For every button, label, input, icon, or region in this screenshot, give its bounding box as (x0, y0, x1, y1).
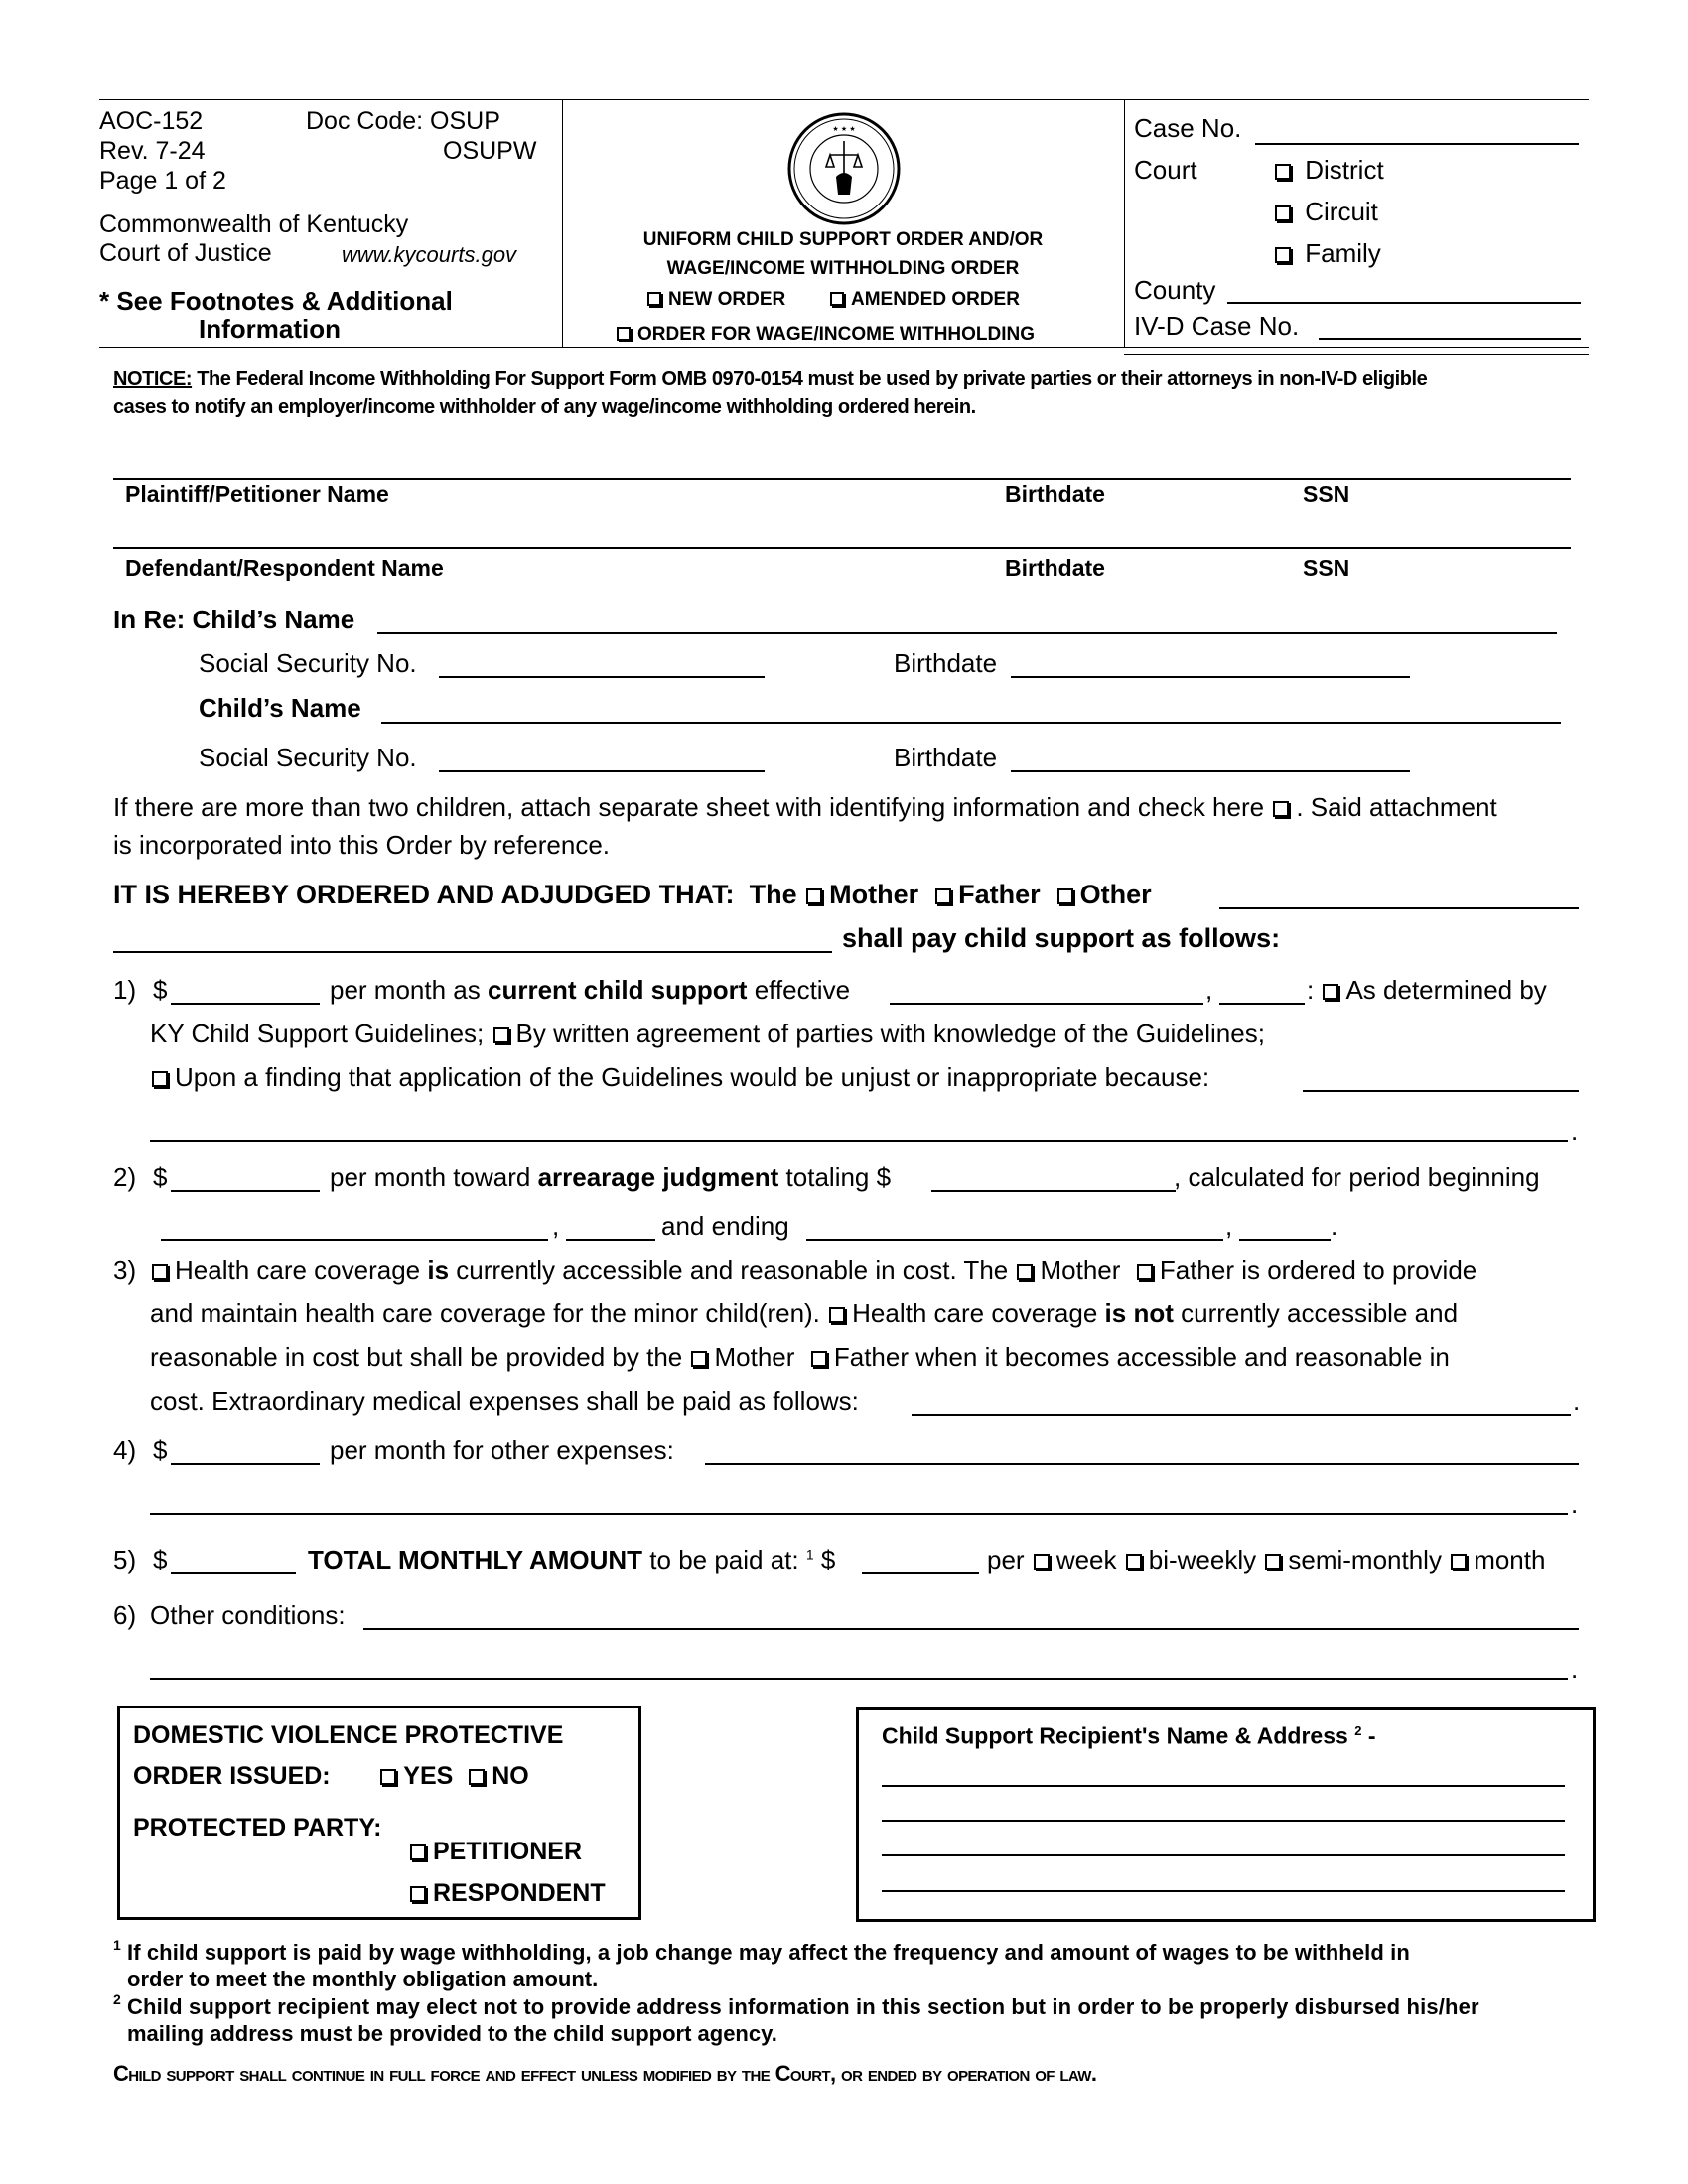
guidelines-checkbox[interactable] (1323, 984, 1338, 1000)
new-order-checkbox[interactable] (647, 292, 661, 306)
item2-and-ending: and ending (661, 1211, 789, 1241)
item2-num: 2) (113, 1162, 137, 1192)
item6-num: 6) (113, 1600, 137, 1630)
item1-determined: : As determined by (1307, 975, 1547, 1005)
child1-ssn-label: Social Security No. (199, 648, 417, 678)
item2-total-field[interactable] (931, 1190, 1176, 1192)
item2-amount-field[interactable] (171, 1190, 320, 1192)
court-seal-icon (786, 111, 902, 226)
deviation-checkbox[interactable] (152, 1071, 168, 1087)
circuit-checkbox[interactable] (1275, 205, 1291, 221)
dv-petitioner-option[interactable]: PETITIONER (408, 1840, 582, 1864)
county-field[interactable] (1227, 302, 1581, 304)
family-checkbox[interactable] (1275, 247, 1291, 263)
item4-expenses-field[interactable] (705, 1463, 1579, 1465)
coverage-not-accessible-checkbox[interactable] (829, 1307, 845, 1323)
dv-respondent-option[interactable]: RESPONDENT (408, 1881, 606, 1906)
coverage-accessible-checkbox[interactable] (152, 1264, 168, 1280)
child1-ssn-field[interactable] (439, 676, 765, 678)
frequency-semimonthly-checkbox[interactable] (1265, 1554, 1281, 1570)
item4-num: 4) (113, 1435, 137, 1465)
recipient-line-1[interactable] (882, 1785, 1565, 1787)
header-divider-1 (562, 99, 563, 347)
footnote-2-line-2: mailing address must be provided to the child support agency. (127, 2021, 777, 2046)
item4-text: per month for other expenses: (330, 1435, 674, 1465)
item5-total-field[interactable] (171, 1572, 296, 1574)
item3-line-2: and maintain health care coverage for the minor child(ren). Health care coverage is not currently accessible and (150, 1298, 1459, 1328)
notice-line-2: cases to notify an employer/income withholder of any wage/income withholding ordered herein. (113, 396, 976, 418)
item3-num: 3) (113, 1255, 137, 1285)
ordered-line: IT IS HEREBY ORDERED AND ADJUDGED THAT: The Mother Father Other (113, 880, 1152, 909)
item6-conditions-field[interactable] (363, 1628, 1579, 1630)
plaintiff-field[interactable] (113, 478, 1571, 480)
item1-comma: , (1205, 975, 1213, 1005)
item2-calculated: , calculated for period beginning (1174, 1162, 1540, 1192)
court-of-justice: Court of Justice (99, 239, 272, 267)
plaintiff-birthdate-label: Birthdate (1005, 481, 1105, 507)
commonwealth: Commonwealth of Kentucky (99, 210, 409, 238)
doc-code: Doc Code: OSUP (306, 107, 500, 135)
in-re-child-label: In Re: Child’s Name (113, 605, 355, 634)
defendant-ssn-label: SSN (1303, 555, 1350, 581)
child2-ssn-field[interactable] (439, 770, 765, 772)
header-bottom-rule (99, 347, 1589, 348)
court-label: Court (1134, 155, 1197, 185)
case-no-label: Case No. (1134, 113, 1242, 143)
more-children-line-2: is incorporated into this Order by reference. (113, 830, 611, 860)
coverage-mother-checkbox[interactable] (1017, 1264, 1033, 1280)
frequency-week-checkbox[interactable] (1034, 1554, 1050, 1570)
child2-name-field[interactable] (381, 722, 1561, 724)
footnote-1-line-2: order to meet the monthly obligation amount. (127, 1967, 599, 1991)
dv-petitioner-checkbox[interactable] (410, 1844, 426, 1860)
frequency-biweekly-checkbox[interactable] (1126, 1554, 1142, 1570)
withholding-order-checkbox[interactable] (617, 327, 631, 341)
shall-pay-text: shall pay child support as follows: (842, 923, 1281, 953)
child2-name-label: Child’s Name (199, 693, 361, 723)
payer-name-field[interactable] (113, 951, 832, 953)
plaintiff-label: Plaintiff/Petitioner Name (125, 481, 389, 507)
future-coverage-mother-checkbox[interactable] (691, 1351, 707, 1367)
amended-order-option[interactable]: AMENDED ORDER (828, 290, 1020, 309)
item3-line-3: reasonable in cost but shall be provided by the Mother Father when it becomes accessible and reasonable in (150, 1342, 1450, 1372)
item5-text: TOTAL MONTHLY AMOUNT to be paid at: $^1$ $ (308, 1545, 836, 1574)
header-bottom-rule-2 (1124, 354, 1589, 355)
recipient-line-2[interactable] (882, 1820, 1565, 1822)
item4-period: . (1571, 1489, 1579, 1519)
footnote-1-line-1: If child support is paid by wage withholding, a job change may affect the frequency and amount of wages to be withheld in (127, 1940, 1410, 1965)
item2-text: per month toward arrearage judgment totaling $ (330, 1162, 892, 1192)
see-footnotes-2: Information (199, 314, 341, 343)
item3-line-4: cost. Extraordinary medical expenses shall be paid as follows: (150, 1386, 859, 1416)
child2-birthdate-label: Birthdate (894, 743, 998, 772)
footnote-2-line-1: Child support recipient may elect not to provide address information in this section but in order to be properly disbursed his/her (127, 1994, 1479, 2019)
item4-dollar: $ (153, 1435, 168, 1465)
plaintiff-ssn-label: SSN (1303, 481, 1350, 507)
item4-expenses-field-2[interactable] (150, 1513, 1568, 1515)
more-children-line-1: If there are more than two children, attach separate sheet with identifying information and check here . Said attachment (113, 792, 1497, 822)
item1-effective-date-field[interactable] (890, 1003, 1203, 1005)
coverage-father-checkbox[interactable] (1137, 1264, 1153, 1280)
frequency-month-checkbox[interactable] (1451, 1554, 1467, 1570)
amended-order-checkbox[interactable] (830, 292, 844, 306)
court-district-option[interactable]: District (1273, 157, 1384, 183)
item6-conditions-field-2[interactable] (150, 1678, 1568, 1680)
dv-protected-party: PROTECTED PARTY: (133, 1814, 382, 1842)
future-coverage-father-checkbox[interactable] (811, 1351, 827, 1367)
item2-comma-2: , (1225, 1211, 1233, 1241)
child2-ssn-label: Social Security No. (199, 743, 417, 772)
item1-reason-field-2[interactable] (150, 1140, 1568, 1142)
website[interactable]: www.kycourts.gov (342, 242, 517, 267)
payer-mother-checkbox[interactable] (806, 888, 822, 904)
item3-period: . (1573, 1386, 1581, 1416)
dv-yes-checkbox[interactable] (380, 1769, 396, 1785)
item2-end-date-field[interactable] (806, 1239, 1223, 1241)
child1-birthdate-label: Birthdate (894, 648, 998, 678)
item1-period: . (1571, 1116, 1579, 1146)
dv-line-1: DOMESTIC VIOLENCE PROTECTIVE (133, 1721, 564, 1749)
child1-name-field[interactable] (377, 632, 1557, 634)
form-title-line-1: UNIFORM CHILD SUPPORT ORDER AND/OR (642, 229, 1044, 250)
header-top-rule (99, 99, 1589, 100)
recipient-line-3[interactable] (882, 1854, 1565, 1856)
header-divider-2 (1124, 99, 1125, 347)
more-children-checkbox[interactable] (1273, 801, 1289, 817)
dv-no-checkbox[interactable] (469, 1769, 485, 1785)
item1-reason-field[interactable] (1303, 1090, 1579, 1092)
item6-period: . (1571, 1654, 1579, 1684)
defendant-label: Defendant/Respondent Name (125, 555, 444, 581)
item1-line-3: Upon a finding that application of the Guidelines would be unjust or inappropriate because: (150, 1064, 1209, 1090)
case-no-field[interactable] (1255, 143, 1579, 145)
item2-begin-year-field[interactable] (566, 1239, 655, 1241)
item2-begin-date-field[interactable] (161, 1239, 548, 1241)
dv-order-issued: ORDER ISSUED: YES NO (133, 1762, 529, 1790)
closing-statement: Child support shall continue in full force and effect unless modified by the Court, or ended by operation of law. (113, 2061, 1097, 2086)
footnote-2-num: 2 (113, 1991, 121, 2007)
new-order-option[interactable]: NEW ORDER (645, 290, 785, 309)
recipient-line-4[interactable] (882, 1890, 1565, 1892)
district-checkbox[interactable] (1275, 164, 1291, 180)
form-number: AOC-152 (99, 107, 204, 135)
defendant-birthdate-label: Birthdate (1005, 555, 1105, 581)
item5-num: 5) (113, 1545, 137, 1574)
payer-other-field[interactable] (1219, 907, 1579, 909)
item5-payment-field[interactable] (862, 1572, 979, 1574)
child2-birthdate-field[interactable] (1011, 770, 1410, 772)
dv-respondent-checkbox[interactable] (410, 1886, 426, 1902)
doc-code-2: OSUPW (443, 137, 537, 165)
withholding-order-option[interactable]: ORDER FOR WAGE/INCOME WITHHOLDING (615, 325, 1035, 343)
item3-medical-field[interactable] (912, 1414, 1571, 1416)
defendant-field[interactable] (113, 547, 1571, 549)
item4-amount-field[interactable] (171, 1463, 320, 1465)
form-title-line-2: WAGE/INCOME WITHHOLDING ORDER (666, 258, 1020, 279)
item5-dollar: $ (153, 1545, 168, 1574)
item2-dollar: $ (153, 1162, 168, 1192)
child1-birthdate-field[interactable] (1011, 676, 1410, 678)
see-footnotes: * See Footnotes & Additional (99, 286, 453, 316)
item1-num: 1) (113, 975, 137, 1005)
item3-line-1: Health care coverage is currently accessible and reasonable in cost. The Mother Father is ordered to provide (150, 1257, 1477, 1283)
county-label: County (1134, 275, 1216, 305)
payer-other-checkbox[interactable] (1057, 888, 1073, 904)
item6-text: Other conditions: (150, 1600, 346, 1630)
item2-end-year-field[interactable] (1239, 1239, 1331, 1241)
payer-father-checkbox[interactable] (935, 888, 951, 904)
item1-effective-year-field[interactable] (1219, 1003, 1305, 1005)
item1-amount-field[interactable] (171, 1003, 320, 1005)
footnote-1-num: 1 (113, 1937, 121, 1953)
court-circuit-option[interactable]: Circuit (1273, 199, 1378, 224)
court-family-option[interactable]: Family (1273, 240, 1381, 266)
item2-period: . (1331, 1211, 1338, 1241)
item1-line-2: KY Child Support Guidelines; By written agreement of parties with knowledge of the Guidelines; (150, 1019, 1265, 1048)
item1-dollar: $ (153, 975, 168, 1005)
revision: Rev. 7-24 (99, 137, 206, 165)
ivd-case-label: IV-D Case No. (1134, 311, 1300, 341)
item2-comma-1: , (552, 1211, 560, 1241)
svg-text:★ ★ ★: ★ ★ ★ (832, 125, 856, 133)
written-agreement-checkbox[interactable] (493, 1027, 509, 1043)
notice-line-1: NOTICE: The Federal Income Withholding For Support Form OMB 0970-0154 must be used by private parties or their attorneys in non-IV-D eligible (113, 368, 1428, 390)
page-number: Page 1 of 2 (99, 167, 226, 195)
ivd-case-field[interactable] (1319, 338, 1581, 340)
item1-text: per month as current child support effective (330, 975, 851, 1005)
recipient-label: Child Support Recipient's Name & Address $^2$ - (882, 1722, 1376, 1749)
item5-frequency: per week bi-weekly semi-monthly month (987, 1545, 1546, 1574)
